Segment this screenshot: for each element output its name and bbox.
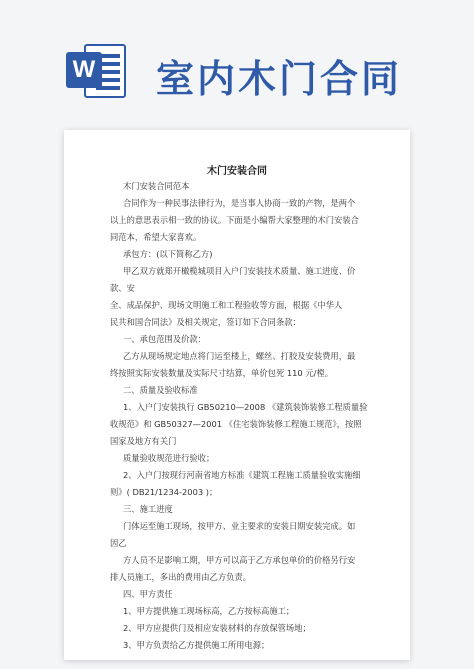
document-line: 排人员施工，多出的费用由乙方负责。: [110, 572, 252, 582]
document-line: 因乙: [110, 538, 127, 548]
document-line: 终按照实际安装数量及实际尺寸结算，单价包死 110 元/樘。: [110, 368, 334, 378]
word-badge: W: [66, 52, 102, 88]
document-line: 款、安: [110, 283, 135, 293]
document-line: 三、施工进度: [123, 504, 173, 514]
document-line: 民共和国合同法》及相关规定，签订如下合同条款：: [110, 317, 301, 327]
document-line: 1、入户门安装执行 GB50210—2008 《建筑装饰装修工程质量验: [123, 402, 368, 412]
document-line: 合同作为一种民事法律行为，是当事人协商一致的产物，是两个: [123, 198, 356, 208]
document-line: 则》( DB21/1234-2003 )；: [110, 487, 218, 497]
document-line: 乙方从现场规定地点将门运至楼上，螺丝、打胶及安装费用，最: [123, 351, 356, 361]
page-title: 室内木门合同: [156, 57, 403, 101]
document-line: 收规范》和 GB50327—2001 《住宅装饰装修工程施工规范》，按照: [110, 419, 362, 429]
document-line: 以上的意思表示相一致的协议。下面是小编帮大家整理的木门安装合: [110, 215, 359, 225]
document-line: 1、甲方提供施工现场标高，乙方按标高施工；: [123, 606, 295, 616]
document-line: 方人员不足影响工期，甲方可以高于乙方承包单价的价格另行安: [123, 555, 356, 565]
document-line: 一、承包范围及价款：: [123, 334, 206, 344]
document-title: 木门安装合同: [207, 166, 267, 177]
document-line: 门体运至施工现场，按甲方、业主要求的安装日期安装完成。如: [123, 521, 356, 531]
document-line: 全、成品保护、现场文明施工和工程验收等方面，根据《中华人: [110, 300, 343, 310]
document-line: 承包方：(以下简称乙方): [123, 249, 213, 259]
document-line: 国家及地方有关门: [110, 436, 177, 446]
document-line: 2、甲方应提供门及相应安装材料的存放保管场地；: [123, 623, 311, 633]
document-line: 木门安装合同范本: [123, 181, 190, 191]
word-document-icon: [66, 40, 128, 102]
document-line: 四、甲方责任: [123, 589, 173, 599]
document-line: 质量验收规范进行验收；: [123, 453, 215, 463]
document-line: 二、质量及验收标准: [123, 385, 198, 395]
document-line: 3、甲方负责给乙方提供施工所用电源；: [123, 640, 270, 650]
document-body: [110, 178, 400, 654]
document-line: 2、入户门按现行河南省地方标准《建筑工程施工质量验收实施细: [123, 470, 361, 480]
page-header: [0, 0, 474, 118]
document-line: 同范本，希望大家喜欢。: [110, 232, 202, 242]
document-line: 甲乙双方就郑开橄榄城项目入户门安装技术质量、施工进度、价: [123, 266, 356, 276]
